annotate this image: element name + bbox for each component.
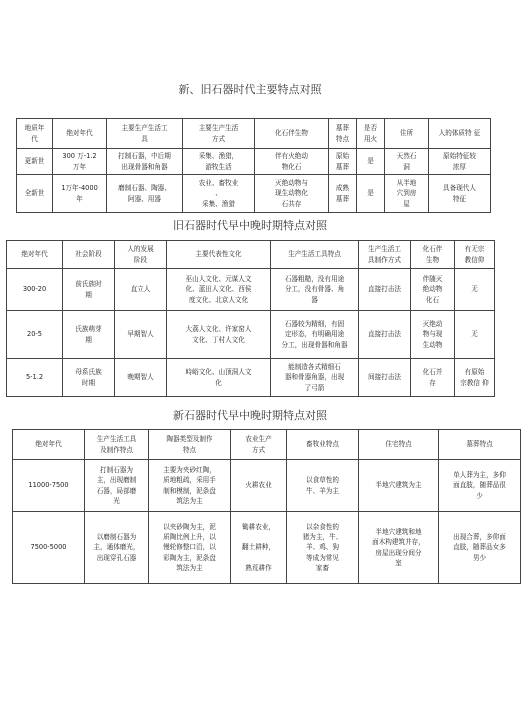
header-cell: 生产生活工具 及制作特点 — [85, 430, 149, 460]
table-cell: 直立人 — [115, 269, 167, 311]
table-cell: 无 — [455, 311, 495, 359]
table-cell: 石器较为精细，有固 定形态，有明确用途 分工，出现骨器和角器 — [271, 311, 359, 359]
table-cell: 以磨制石器为 主，通体磨光， 出现穿孔石器 — [85, 512, 149, 584]
table-cell: 主要为夹砂红陶， 质地粗疏，采用手 制和模制，泥条盘 筑法为主 — [149, 460, 231, 512]
table-cell: 灭绝动物与 现生动物化 石共存 — [255, 175, 329, 213]
table-cell: 伴随灭 绝动物 化石 — [411, 269, 455, 311]
table-new-old-stone-age — [16, 118, 491, 213]
table-cell: 大荔人文化、许家窑人 文化、丁村人文化 — [167, 311, 271, 359]
header-cell: 墓葬 特点 — [329, 119, 357, 149]
table-cell: 11000-7500 — [13, 460, 85, 512]
table-cell: 成熟 墓葬 — [329, 175, 357, 213]
table-cell: 打制石器，中后期 出现骨器和角器 — [107, 149, 183, 175]
table-cell: 是 — [357, 175, 385, 213]
table-cell: 能制造各式精细石 器和骨器角器，出现 了弓箭 — [271, 359, 359, 397]
table-cell: 以杂食性的 猪为主，牛、 羊、鸡、狗 等成为常见 家畜 — [287, 512, 359, 584]
table-cell: 母系氏族 时期 — [63, 359, 115, 397]
table-cell: 是 — [357, 149, 385, 175]
table-cell: 石器粗糙，没有用途 分工，没有骨器、角 器 — [271, 269, 359, 311]
table-cell: 具备现代人 特征 — [429, 175, 491, 213]
header-cell: 绝对年代 — [7, 241, 63, 269]
title-neolithic-periods: 新石器时代早中晚时期特点对照 — [173, 409, 327, 422]
table-cell: 原始 墓葬 — [329, 149, 357, 175]
table-cell: 1万年-4000 年 — [53, 175, 107, 213]
header-cell: 墓葬特点 — [439, 430, 521, 460]
table-cell: 巫山人文化、元谋人文 化、蓝田人文化、西侯 度文化、北京人文化 — [167, 269, 271, 311]
table-cell: 峙峪文化、山顶洞人文 化 — [167, 359, 271, 397]
table-cell: 以食草性的 牛、羊为主 — [287, 460, 359, 512]
table-cell: 前氏族时 期 — [63, 269, 115, 311]
header-cell: 生产生活工具特点 — [271, 241, 359, 269]
table-cell: 伴有火绝动 物化石 — [255, 149, 329, 175]
header-cell: 是否 用火 — [357, 119, 385, 149]
table-cell: 天然石 洞 — [385, 149, 429, 175]
table-row — [13, 460, 521, 512]
table-cell: 全新世 — [17, 175, 53, 213]
table-cell: 更新世 — [17, 149, 53, 175]
header-cell: 社会阶段 — [63, 241, 115, 269]
header-cell: 人的发展 阶段 — [115, 241, 167, 269]
header-cell: 人的体质特 征 — [429, 119, 491, 149]
header-cell: 畜牧业特点 — [287, 430, 359, 460]
table-cell: 20-5 — [7, 311, 63, 359]
table-cell: 出现合葬，多仰面 直肢，随葬品女多 男少 — [439, 512, 521, 584]
table-cell: 300-20 — [7, 269, 63, 311]
header-cell: 有无宗 教信仰 — [455, 241, 495, 269]
header-cell: 住宅特点 — [359, 430, 439, 460]
table-cell: 晚期智人 — [115, 359, 167, 397]
table-cell: 间接打击法 — [359, 359, 411, 397]
table-row — [13, 512, 521, 584]
title-paleolithic-periods: 旧石器时代早中晚时期特点对照 — [173, 219, 327, 232]
table-cell: 7500-5000 — [13, 512, 85, 584]
table-cell: 直接打击法 — [359, 311, 411, 359]
header-cell: 主要代表性文化 — [167, 241, 271, 269]
table-cell: 灭绝动 物与现 生动物 — [411, 311, 455, 359]
header-cell: 陶器类型及制作 特点 — [149, 430, 231, 460]
title-new-old-stone-age: 新、旧石器时代主要特点对照 — [178, 83, 322, 96]
table-cell: 火耕农业 — [231, 460, 287, 512]
table-cell: 半地穴建筑和地 面木构建筑并存， 房屋出现分间分 室 — [359, 512, 439, 584]
table-paleolithic-periods — [6, 240, 495, 397]
table-row — [17, 149, 491, 175]
table-cell: 打制石器为 主，出现磨制 石器，局部磨 光 — [85, 460, 149, 512]
table-cell: 化石并 存 — [411, 359, 455, 397]
header-cell: 绝对年代 — [53, 119, 107, 149]
header-cell: 主要生产生活工 具 — [107, 119, 183, 149]
table-cell: 有原始 宗教信 仰 — [455, 359, 495, 397]
table-cell: 无 — [455, 269, 495, 311]
table-cell: 氏族萌芽 期 — [63, 311, 115, 359]
table-cell: 300 万-1.2 万年 — [53, 149, 107, 175]
table-cell: 磨制石器、陶器、 阿器、用器 — [107, 175, 183, 213]
header-cell: 农业生产 方式 — [231, 430, 287, 460]
header-cell: 化石伴 生物 — [411, 241, 455, 269]
header-cell: 住所 — [385, 119, 429, 149]
table-cell: 锄耕农业， 翻土耕种， 熟荒耕作 — [231, 512, 287, 584]
table-cell: 从半地 穴到房 屋 — [385, 175, 429, 213]
table-cell: 单人葬为主，多仰 面直肢，随葬品很 少 — [439, 460, 521, 512]
table-cell: 5-1.2 — [7, 359, 63, 397]
table-cell: 农业、畜牧业 、 采集、渔猎 — [183, 175, 255, 213]
header-cell: 地质年 代 — [17, 119, 53, 149]
table-row — [7, 311, 495, 359]
header-cell: 化石伴生物 — [255, 119, 329, 149]
header-cell: 生产生活工 具制作方式 — [359, 241, 411, 269]
table-row — [17, 175, 491, 213]
table-cell: 早期智人 — [115, 311, 167, 359]
table-neolithic-periods — [12, 429, 521, 584]
table-cell: 半地穴建筑为主 — [359, 460, 439, 512]
table-row — [7, 269, 495, 311]
table-cell: 原始特征较 浓厚 — [429, 149, 491, 175]
table-cell: 直接打击法 — [359, 269, 411, 311]
table-cell: 采集、渔猎， 游牧生活 — [183, 149, 255, 175]
header-cell: 绝对年代 — [13, 430, 85, 460]
table-cell: 以夹砂陶为主，泥 质陶比例上升，以 慢轮修整口沿，以 彩陶为主，泥条盘 筑法为主 — [149, 512, 231, 584]
header-cell: 主要生产生活 方式 — [183, 119, 255, 149]
table-row — [7, 359, 495, 397]
